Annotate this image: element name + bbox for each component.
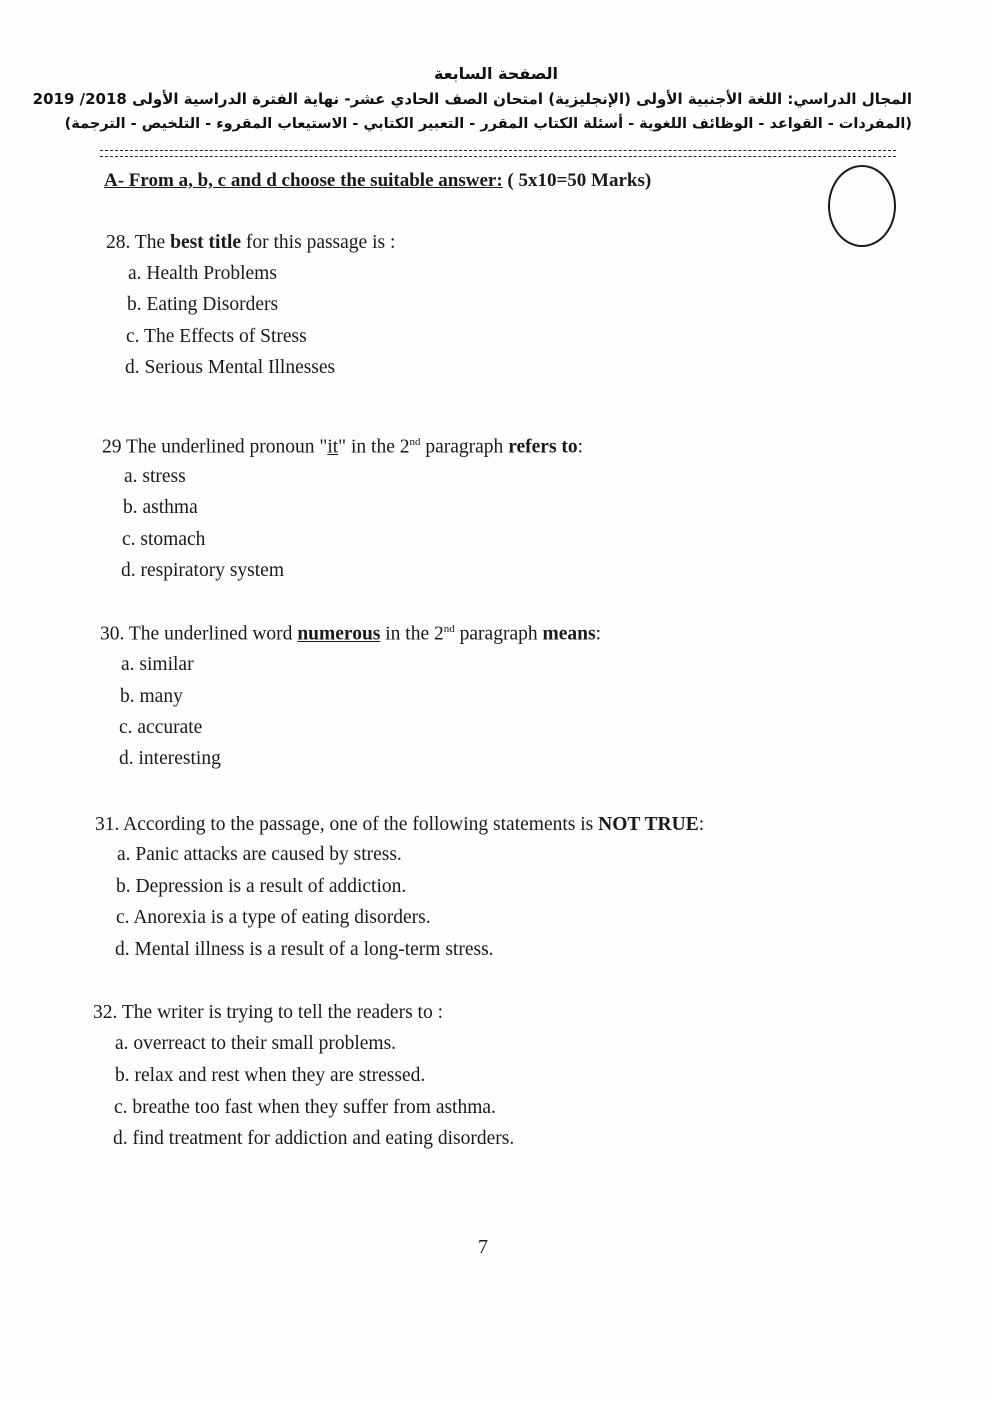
option-28-a[interactable]: a. Health Problems: [128, 263, 277, 284]
option-28-c[interactable]: c. The Effects of Stress: [126, 326, 307, 347]
option-32-a[interactable]: a. overreact to their small problems.: [115, 1033, 397, 1054]
question-30: 30. The underlined word numerous in the 2nd paragraph means:: [100, 623, 601, 645]
double-dashed-divider: [100, 148, 896, 162]
option-29-b[interactable]: b. asthma: [123, 497, 198, 518]
option-31-c[interactable]: c. Anorexia is a type of eating disorders.: [116, 907, 431, 928]
option-30-c[interactable]: c. accurate: [119, 717, 203, 738]
section-instruction: A- From a, b, c and d choose the suitable answer:: [104, 170, 503, 191]
option-30-b[interactable]: b. many: [120, 686, 183, 707]
option-28-d[interactable]: d. Serious Mental Illnesses: [125, 357, 336, 378]
subject-line: المجال الدراسي: اللغة الأجنبية الأولى (الإنجليزية) امتحان الصف الحادي عشر- نهاية الفترة الدراسية الأولى 2018/ 2019: [32, 90, 912, 108]
question-31: 31. According to the passage, one of the following statements is NOT TRUE:: [95, 814, 705, 835]
section-marks: ( 5x10=50 Marks): [507, 170, 652, 191]
option-30-a[interactable]: a. similar: [121, 654, 194, 675]
option-32-c[interactable]: c. breathe too fast when they suffer from asthma.: [114, 1097, 496, 1118]
option-29-a[interactable]: a. stress: [124, 466, 186, 487]
option-32-d[interactable]: d. find treatment for addiction and eating disorders.: [113, 1128, 515, 1149]
page-title-arabic: الصفحة السابعة: [433, 64, 559, 83]
question-29: 29 The underlined pronoun "it" in the 2nd paragraph refers to:: [102, 436, 584, 458]
option-32-b[interactable]: b. relax and rest when they are stressed.: [115, 1065, 426, 1086]
score-circle: [828, 165, 896, 247]
question-32: 32. The writer is trying to tell the readers to :: [93, 1002, 444, 1023]
option-29-d[interactable]: d. respiratory system: [121, 560, 285, 581]
option-28-b[interactable]: b. Eating Disorders: [127, 294, 279, 315]
topics-line: (المفردات - القواعد - الوظائف اللغوية - أسئلة الكتاب المقرر - التعبير الكتابي - الاستيعاب المقروء - التلخيص - الترجمة): [64, 116, 912, 132]
section-heading: [104, 170, 651, 192]
question-28: 28. The best title for this passage is :: [106, 232, 396, 253]
option-30-d[interactable]: d. interesting: [119, 748, 221, 769]
option-31-b[interactable]: b. Depression is a result of addiction.: [116, 876, 407, 897]
option-31-d[interactable]: d. Mental illness is a result of a long-term stress.: [115, 939, 494, 960]
page-number: 7: [478, 1236, 488, 1258]
option-29-c[interactable]: c. stomach: [122, 529, 206, 550]
option-31-a[interactable]: a. Panic attacks are caused by stress.: [117, 844, 402, 865]
